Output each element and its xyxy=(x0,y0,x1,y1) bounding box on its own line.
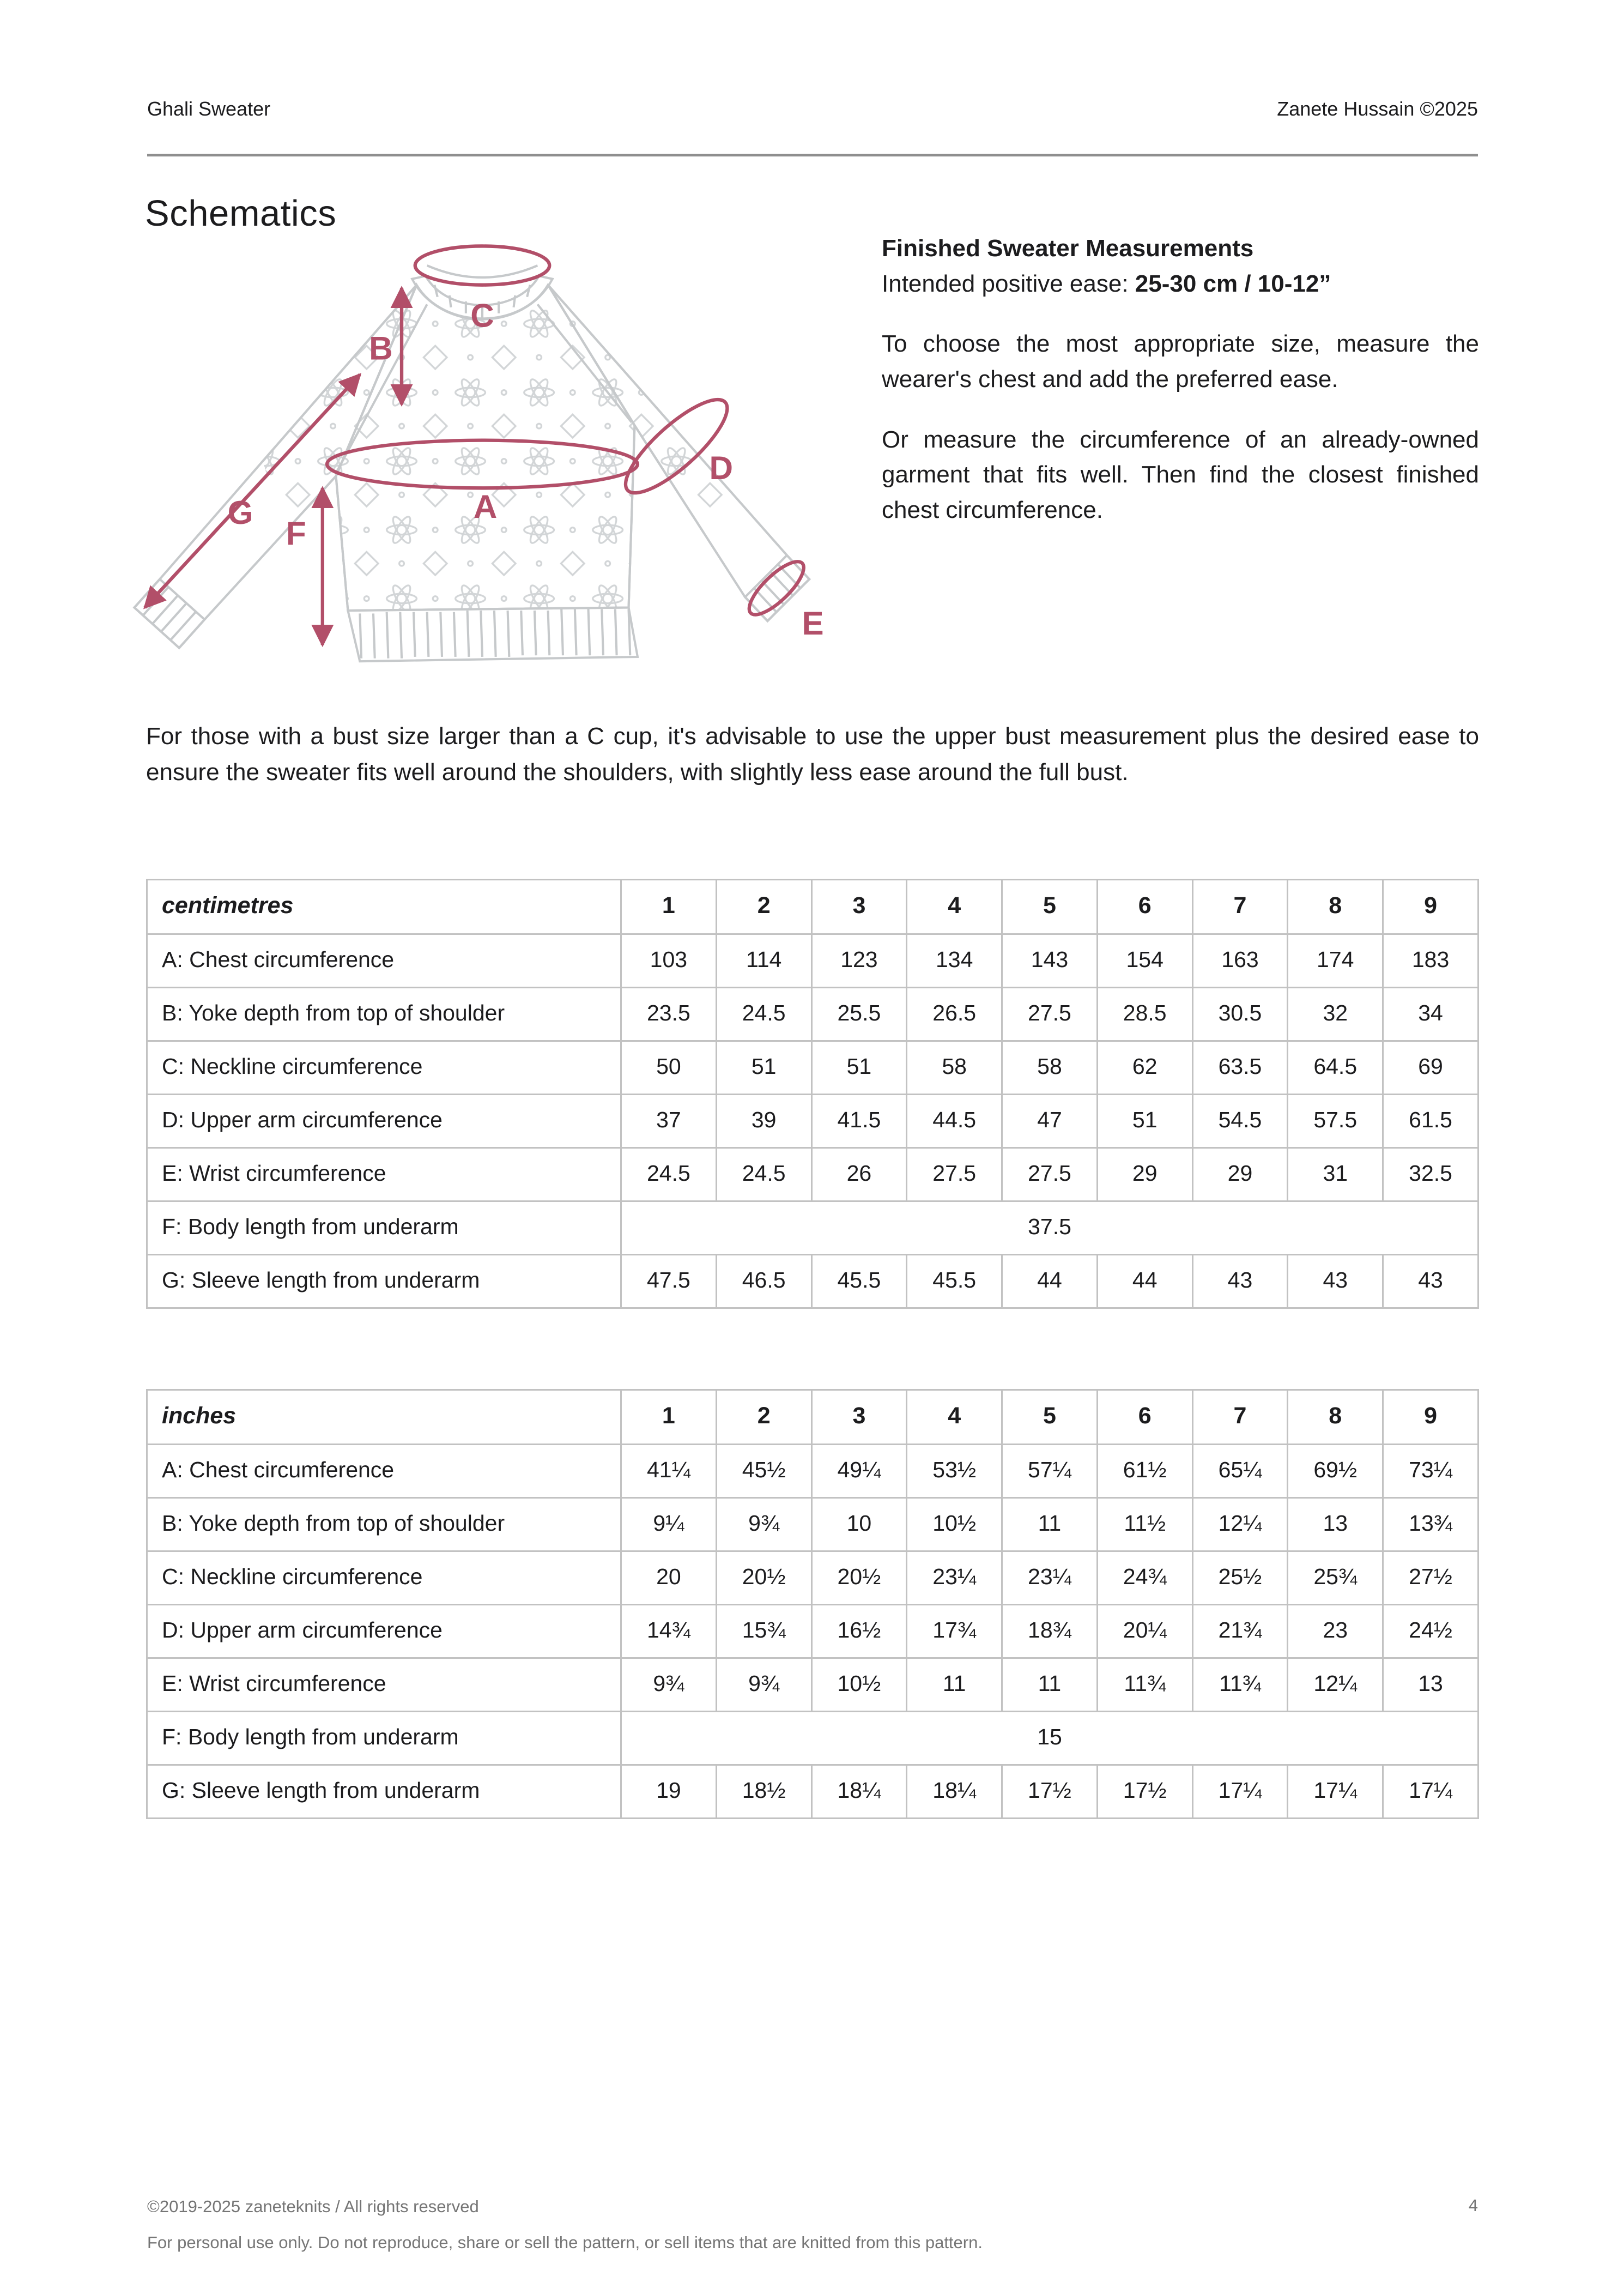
cell-value: 62 xyxy=(1097,1041,1192,1095)
cell-value: 10 xyxy=(811,1498,907,1551)
cell-value: 13¾ xyxy=(1383,1498,1478,1551)
cell-value: 20½ xyxy=(716,1551,811,1605)
footer-license: For personal use only. Do not reproduce, share or sell the pattern, or sell items that are knitted from this pattern. xyxy=(147,2233,983,2252)
cell-value: 20¼ xyxy=(1097,1605,1192,1658)
cell-value: 28.5 xyxy=(1097,988,1192,1041)
cell-value: 58 xyxy=(1002,1041,1098,1095)
table-row xyxy=(147,1712,1478,1765)
cell-value: 17½ xyxy=(1097,1765,1192,1819)
measurement-table-cm xyxy=(146,879,1479,1309)
cell-value: 103 xyxy=(621,934,717,988)
size-column-header: 4 xyxy=(907,1390,1002,1445)
size-column-header: 8 xyxy=(1288,1390,1383,1445)
cell-value: 26 xyxy=(811,1148,907,1201)
label-a: A xyxy=(473,488,498,526)
size-column-header: 7 xyxy=(1192,1390,1288,1445)
cell-value: 47.5 xyxy=(621,1255,717,1308)
size-column-header: 9 xyxy=(1383,1390,1478,1445)
label-b: B xyxy=(369,329,393,367)
cell-value: 9¾ xyxy=(621,1658,717,1712)
cell-value: 11½ xyxy=(1097,1498,1192,1551)
cell-value: 73¼ xyxy=(1383,1445,1478,1498)
cell-value: 183 xyxy=(1383,934,1478,988)
cell-value: 23 xyxy=(1288,1605,1383,1658)
cell-value: 23¼ xyxy=(1002,1551,1098,1605)
size-column-header: 1 xyxy=(621,1390,717,1445)
sizing-info-heading: Finished Sweater Measurements xyxy=(882,235,1254,262)
sizing-info xyxy=(882,231,1479,528)
row-label: B: Yoke depth from top of shoulder xyxy=(147,988,621,1041)
cell-value: 12¼ xyxy=(1288,1658,1383,1712)
cell-value: 143 xyxy=(1002,934,1098,988)
cell-value: 123 xyxy=(811,934,907,988)
label-g: G xyxy=(227,494,253,532)
cell-value: 31 xyxy=(1288,1148,1383,1201)
cell-value: 69 xyxy=(1383,1041,1478,1095)
ease-line xyxy=(882,267,1479,302)
cell-value: 24½ xyxy=(1383,1605,1478,1658)
cell-value: 49¼ xyxy=(811,1445,907,1498)
cell-value: 25½ xyxy=(1192,1551,1288,1605)
cell-value: 43 xyxy=(1192,1255,1288,1308)
page-title: Schematics xyxy=(145,192,337,234)
unit-label: inches xyxy=(147,1390,621,1445)
cell-value: 17¾ xyxy=(907,1605,1002,1658)
sizing-paragraph-2: Or measure the circumference of an already-owned garment that fits well. Then find the closest finished chest circumference. xyxy=(882,426,1479,524)
row-label: B: Yoke depth from top of shoulder xyxy=(147,1498,621,1551)
table-header-row xyxy=(147,880,1478,934)
cell-value: 19 xyxy=(621,1765,717,1819)
cell-value: 45.5 xyxy=(811,1255,907,1308)
cell-value: 65¼ xyxy=(1192,1445,1288,1498)
cell-value: 27.5 xyxy=(1002,988,1098,1041)
cell-value: 18¾ xyxy=(1002,1605,1098,1658)
cell-value: 64.5 xyxy=(1288,1041,1383,1095)
cell-value: 41¼ xyxy=(621,1445,717,1498)
measurement-table-in xyxy=(146,1389,1479,1819)
hem-ribbing xyxy=(348,608,638,662)
cell-value: 63.5 xyxy=(1192,1041,1288,1095)
cell-value: 61.5 xyxy=(1383,1095,1478,1148)
cell-value: 15¾ xyxy=(716,1605,811,1658)
row-label: F: Body length from underarm xyxy=(147,1201,621,1255)
row-label: G: Sleeve length from underarm xyxy=(147,1255,621,1308)
size-column-header: 2 xyxy=(716,1390,811,1445)
row-label: C: Neckline circumference xyxy=(147,1551,621,1605)
table-row xyxy=(147,1551,1478,1605)
cell-value: 20½ xyxy=(811,1551,907,1605)
cell-value: 163 xyxy=(1192,934,1288,988)
cell-value: 114 xyxy=(716,934,811,988)
page-number: 4 xyxy=(1468,2196,1478,2215)
cell-value: 13 xyxy=(1383,1658,1478,1712)
measure-g-arrow xyxy=(145,375,360,607)
cell-value: 43 xyxy=(1383,1255,1478,1308)
cell-value: 17¼ xyxy=(1192,1765,1288,1819)
table-row xyxy=(147,1041,1478,1095)
inches-table-container xyxy=(146,1389,1479,1819)
size-column-header: 8 xyxy=(1288,880,1383,934)
cell-value: 25¾ xyxy=(1288,1551,1383,1605)
sizing-paragraph-1: To choose the most appropriate size, measure the wearer's chest and add the preferred ease. xyxy=(882,330,1479,393)
cell-value: 69½ xyxy=(1288,1445,1383,1498)
size-column-header: 6 xyxy=(1097,1390,1192,1445)
table-row xyxy=(147,934,1478,988)
cell-value: 17½ xyxy=(1002,1765,1098,1819)
table-row xyxy=(147,1765,1478,1819)
sweater-schematic xyxy=(109,237,856,685)
cell-value: 44.5 xyxy=(907,1095,1002,1148)
size-column-header: 2 xyxy=(716,880,811,934)
row-label: A: Chest circumference xyxy=(147,1445,621,1498)
row-label: E: Wrist circumference xyxy=(147,1148,621,1201)
header-author: Zanete Hussain ©2025 xyxy=(1277,98,1478,120)
header-doc-title: Ghali Sweater xyxy=(147,98,271,120)
table-header-row xyxy=(147,1390,1478,1445)
cell-value: 12¼ xyxy=(1192,1498,1288,1551)
table-row xyxy=(147,1658,1478,1712)
cell-value: 50 xyxy=(621,1041,717,1095)
footer-copyright: ©2019-2025 zaneteknits / All rights reserved xyxy=(147,2197,479,2216)
size-column-header: 3 xyxy=(811,1390,907,1445)
size-column-header: 7 xyxy=(1192,880,1288,934)
size-column-header: 5 xyxy=(1002,1390,1098,1445)
table-row xyxy=(147,1255,1478,1308)
cell-value-merged: 37.5 xyxy=(621,1201,1478,1255)
header-divider xyxy=(147,154,1478,156)
row-label: C: Neckline circumference xyxy=(147,1041,621,1095)
label-f: F xyxy=(286,515,306,552)
label-e: E xyxy=(802,604,824,642)
row-label: F: Body length from underarm xyxy=(147,1712,621,1765)
cell-value: 11 xyxy=(907,1658,1002,1712)
cell-value: 11¾ xyxy=(1192,1658,1288,1712)
row-label: E: Wrist circumference xyxy=(147,1658,621,1712)
cell-value: 45½ xyxy=(716,1445,811,1498)
row-label: D: Upper arm circumference xyxy=(147,1095,621,1148)
cell-value: 11 xyxy=(1002,1498,1098,1551)
cell-value: 27½ xyxy=(1383,1551,1478,1605)
cell-value: 14¾ xyxy=(621,1605,717,1658)
cell-value: 10½ xyxy=(907,1498,1002,1551)
bust-note: For those with a bust size larger than a C cup, it's advisable to use the upper bust measurement plus the desired ease to ensure the sweater fits well around the shoulders, with slightly less ease around the full bust. xyxy=(146,723,1479,786)
cell-value: 45.5 xyxy=(907,1255,1002,1308)
cell-value: 57¼ xyxy=(1002,1445,1098,1498)
cell-value: 10½ xyxy=(811,1658,907,1712)
cell-value: 43 xyxy=(1288,1255,1383,1308)
cell-value: 23¼ xyxy=(907,1551,1002,1605)
cell-value-merged: 15 xyxy=(621,1712,1478,1765)
table-row xyxy=(147,1148,1478,1201)
cell-value: 174 xyxy=(1288,934,1383,988)
cell-value: 11¾ xyxy=(1097,1658,1192,1712)
document-header xyxy=(147,97,1478,120)
cell-value: 18½ xyxy=(716,1765,811,1819)
cell-value: 41.5 xyxy=(811,1095,907,1148)
cell-value: 16½ xyxy=(811,1605,907,1658)
cell-value: 9¾ xyxy=(716,1658,811,1712)
cell-value: 9¼ xyxy=(621,1498,717,1551)
table-row xyxy=(147,1445,1478,1498)
cell-value: 61½ xyxy=(1097,1445,1192,1498)
cell-value: 58 xyxy=(907,1041,1002,1095)
cell-value: 44 xyxy=(1002,1255,1098,1308)
cell-value: 24.5 xyxy=(621,1148,717,1201)
cell-value: 54.5 xyxy=(1192,1095,1288,1148)
table-row xyxy=(147,988,1478,1041)
cell-value: 32 xyxy=(1288,988,1383,1041)
cell-value: 26.5 xyxy=(907,988,1002,1041)
cell-value: 24.5 xyxy=(716,988,811,1041)
centimetres-table-container xyxy=(146,879,1479,1309)
cell-value: 20 xyxy=(621,1551,717,1605)
cell-value: 21¾ xyxy=(1192,1605,1288,1658)
measure-c-ellipse xyxy=(415,246,550,285)
size-column-header: 5 xyxy=(1002,880,1098,934)
label-d: D xyxy=(709,449,734,486)
table-row xyxy=(147,1498,1478,1551)
cell-value: 47 xyxy=(1002,1095,1098,1148)
cell-value: 57.5 xyxy=(1288,1095,1383,1148)
cell-value: 17¼ xyxy=(1288,1765,1383,1819)
row-label: D: Upper arm circumference xyxy=(147,1605,621,1658)
row-label: G: Sleeve length from underarm xyxy=(147,1765,621,1819)
cell-value: 23.5 xyxy=(621,988,717,1041)
cell-value: 29 xyxy=(1097,1148,1192,1201)
cell-value: 30.5 xyxy=(1192,988,1288,1041)
size-column-header: 4 xyxy=(907,880,1002,934)
cell-value: 25.5 xyxy=(811,988,907,1041)
cell-value: 39 xyxy=(716,1095,811,1148)
cell-value: 24¾ xyxy=(1097,1551,1192,1605)
cell-value: 32.5 xyxy=(1383,1148,1478,1201)
cell-value: 11 xyxy=(1002,1658,1098,1712)
ease-value: 25-30 cm / 10-12” xyxy=(1135,270,1331,297)
cell-value: 51 xyxy=(1097,1095,1192,1148)
cell-value: 53½ xyxy=(907,1445,1002,1498)
cell-value: 17¼ xyxy=(1383,1765,1478,1819)
cell-value: 29 xyxy=(1192,1148,1288,1201)
cell-value: 27.5 xyxy=(907,1148,1002,1201)
table-row xyxy=(147,1605,1478,1658)
size-column-header: 6 xyxy=(1097,880,1192,934)
size-column-header: 1 xyxy=(621,880,717,934)
cell-value: 44 xyxy=(1097,1255,1192,1308)
document-footer xyxy=(147,2196,1379,2254)
cell-value: 154 xyxy=(1097,934,1192,988)
table-row xyxy=(147,1095,1478,1148)
cell-value: 18¼ xyxy=(907,1765,1002,1819)
size-column-header: 3 xyxy=(811,880,907,934)
cell-value: 27.5 xyxy=(1002,1148,1098,1201)
cell-value: 13 xyxy=(1288,1498,1383,1551)
cell-value: 51 xyxy=(811,1041,907,1095)
label-c: C xyxy=(470,297,494,334)
cell-value: 46.5 xyxy=(716,1255,811,1308)
cell-value: 24.5 xyxy=(716,1148,811,1201)
cell-value: 9¾ xyxy=(716,1498,811,1551)
unit-label: centimetres xyxy=(147,880,621,934)
row-label: A: Chest circumference xyxy=(147,934,621,988)
ease-label: Intended positive ease: xyxy=(882,270,1135,297)
cell-value: 51 xyxy=(716,1041,811,1095)
cell-value: 18¼ xyxy=(811,1765,907,1819)
table-row xyxy=(147,1201,1478,1255)
cell-value: 34 xyxy=(1383,988,1478,1041)
cell-value: 134 xyxy=(907,934,1002,988)
cell-value: 37 xyxy=(621,1095,717,1148)
size-column-header: 9 xyxy=(1383,880,1478,934)
